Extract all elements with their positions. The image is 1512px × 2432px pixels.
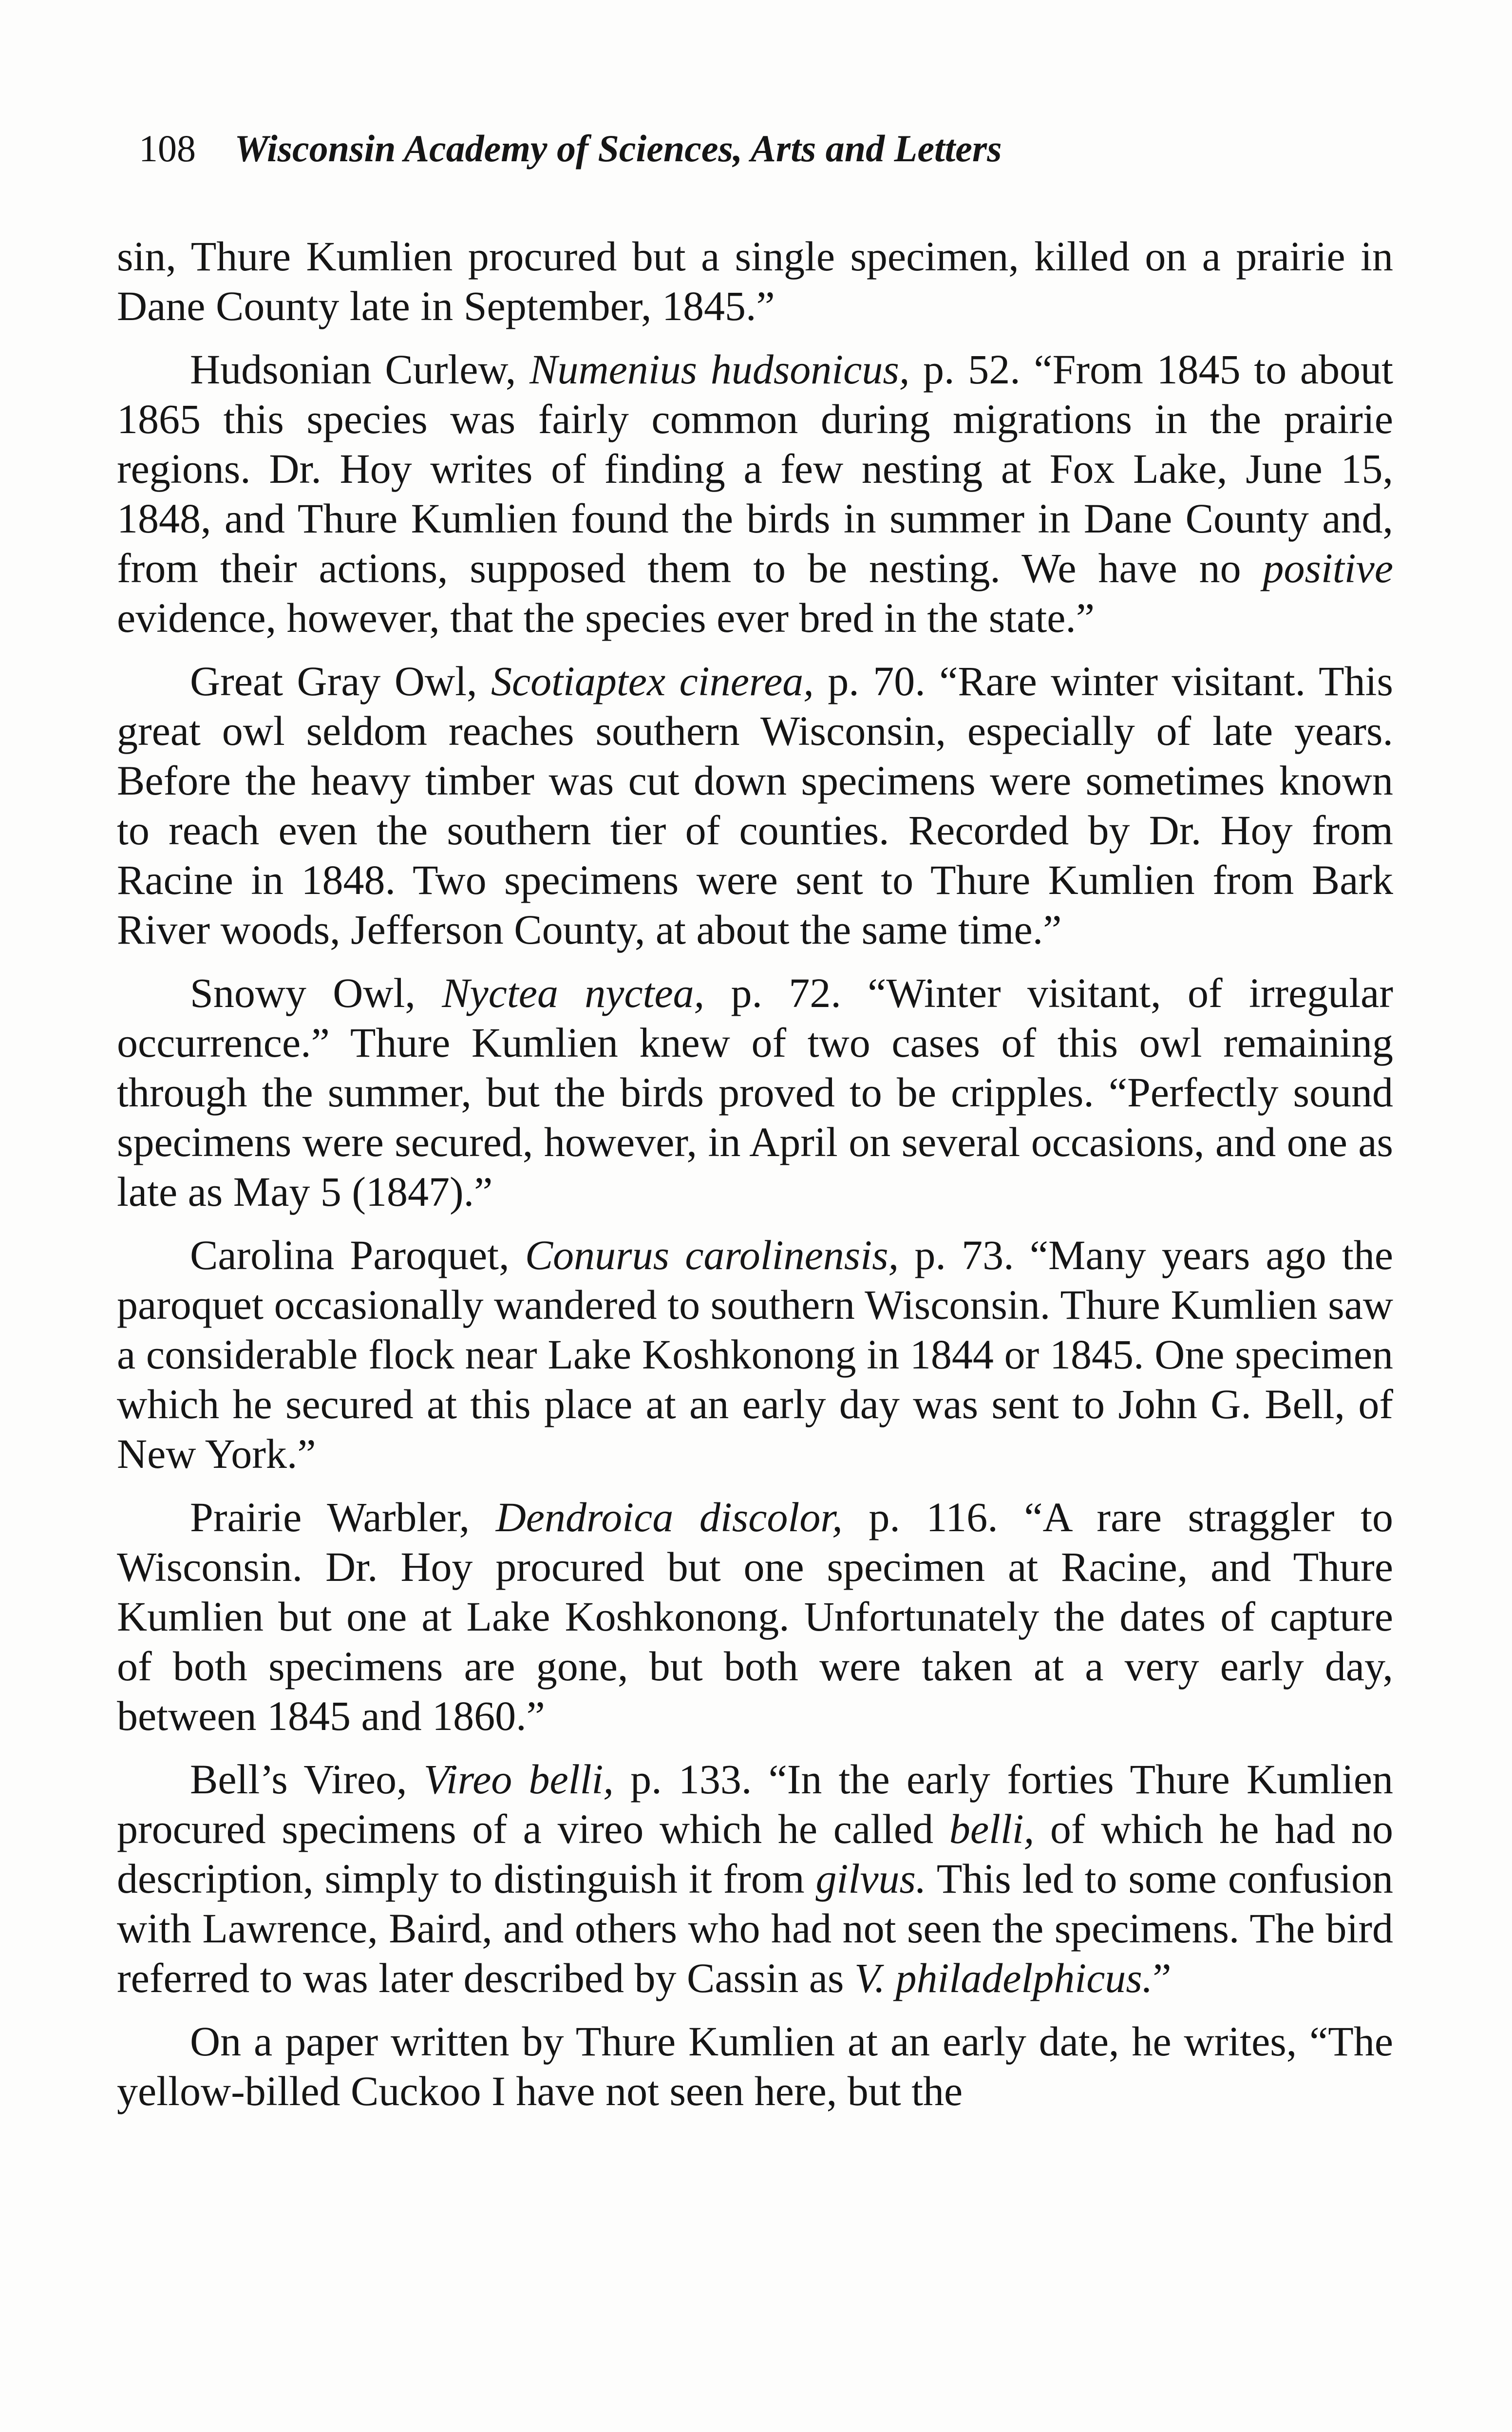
emphasis-text: gilvus. — [815, 1855, 926, 1902]
paragraph-text: sin, Thure Kumlien procured but a single specimen, killed on a prairie in Dane County late in September, 1845.” — [117, 233, 1393, 329]
running-head — [139, 124, 1386, 173]
paragraph-prairie-warbler — [117, 1492, 1393, 1741]
species-common-name: Snowy Owl, — [190, 969, 442, 1016]
species-common-name: Bell’s Vireo, — [190, 1756, 424, 1803]
species-common-name: Prairie Warbler, — [190, 1494, 496, 1540]
page-number: 108 — [139, 127, 196, 170]
paragraph-text: ” — [1153, 1955, 1172, 2001]
paragraph-text: of which he had no description, simply to distinguish it from — [117, 1805, 1393, 1902]
paragraph-text: This led to some confusion with Lawrence, Baird, and others who had not seen the specimens. The bird referred to was later described by Cassin as — [117, 1855, 1393, 2001]
species-scientific-name: Vireo belli, — [423, 1756, 614, 1803]
paragraph-text: p. 52. “From 1845 to about 1865 this species was fairly common during migrations in the prairie regions. Dr. Hoy writes of finding a few nesting at Fox Lake, June 15, 1848, and Thure Kumlien found the birds in summer in Dane County and, from their actions, supposed them to be nesting. We have no — [117, 346, 1393, 591]
body-text — [117, 231, 1393, 2129]
species-scientific-name: Numenius hudsonicus, — [529, 346, 910, 393]
journal-title: Wisconsin Academy of Sciences, Arts and Letters — [234, 127, 1002, 170]
species-common-name: Carolina Paroquet, — [190, 1232, 525, 1278]
paragraph-snowy-owl — [117, 968, 1393, 1216]
species-scientific-name: Nyctea nyctea, — [442, 969, 705, 1016]
paragraph-text: p. 70. “Rare winter visitant. This great owl seldom reaches southern Wisconsin, especially of late years. Before the heavy timber was cut down specimens were sometimes known to reach even the southern tier of counties. Recorded by Dr. Hoy from Racine in 1848. Two specimens were sent to Thure Kumlien from Bark River woods, Jefferson County, at about the same time.” — [117, 658, 1393, 953]
paragraph-text: p. 73. “Many years ago the paroquet occasionally wandered to southern Wisconsin. Thure Kumlien saw a considerable flock near Lake Koshkonong in 1844 or 1845. One specimen which he secured at this place at an early day was sent to John G. Bell, of New York.” — [117, 1232, 1394, 1477]
emphasis-text: belli, — [949, 1805, 1035, 1852]
species-common-name: Great Gray Owl, — [190, 658, 491, 704]
species-scientific-name: Dendroica discolor, — [495, 1494, 843, 1540]
paragraph-great-gray-owl — [117, 656, 1393, 954]
species-scientific-name: Conurus carolinensis, — [525, 1232, 899, 1278]
paragraph-carolina-paroquet — [117, 1230, 1393, 1479]
paragraph-text: evidence, however, that the species ever bred in the state.” — [117, 594, 1095, 641]
emphasis-text: V. philadelphicus. — [854, 1955, 1153, 2001]
species-scientific-name: Scotiaptex cinerea, — [491, 658, 814, 704]
paragraph-continuation — [117, 231, 1393, 331]
paragraph-cuckoo-note — [117, 2016, 1393, 2116]
species-common-name: Hudsonian Curlew, — [190, 346, 530, 393]
paragraph-text: p. 72. “Winter visitant, of irregular occurrence.” Thure Kumlien knew of two cases of this owl remaining through the summer, but the birds proved to be cripples. “Perfectly sound specimens were secured, however, in April on several occasions, and one as late as May 5 (1847).” — [117, 969, 1393, 1215]
paragraph-text: p. 133. “In the early forties Thure Kumlien procured specimens of a vireo which he called — [117, 1756, 1393, 1852]
paragraph-bells-vireo — [117, 1754, 1393, 2003]
paragraph-text: On a paper written by Thure Kumlien at an early date, he writes, “The yellow-billed Cuckoo I have not seen here, but the — [117, 2018, 1393, 2114]
paragraph-text: p. 116. “A rare straggler to Wisconsin. Dr. Hoy procured but one specimen at Racine, and Thure Kumlien but one at Lake Koshkonong. Unfortunately the dates of capture of both specimens are gone, but both were taken at a very early day, between 1845 and 1860.” — [117, 1494, 1393, 1739]
emphasis-text: positive — [1263, 545, 1393, 591]
paragraph-hudsonian-curlew — [117, 344, 1393, 643]
